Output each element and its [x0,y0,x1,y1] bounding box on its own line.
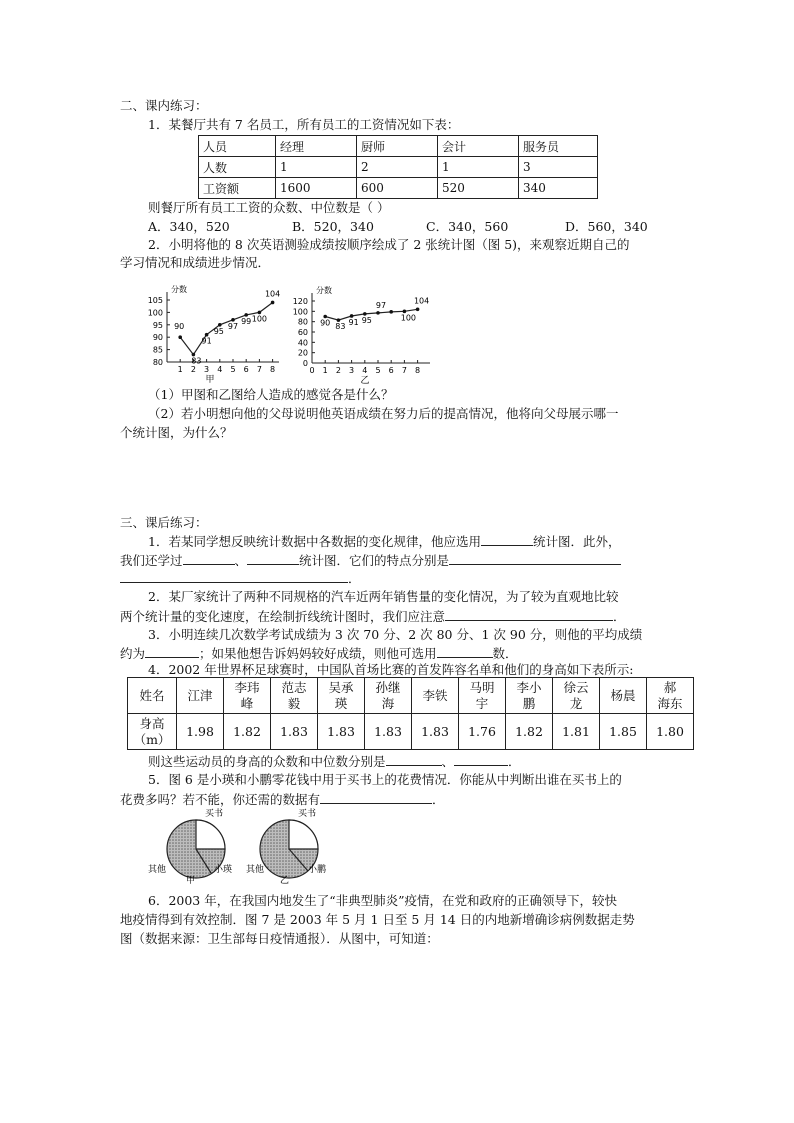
s3-q3-line1: 3．小明连续几次数学考试成绩为 3 次 70 分、2 次 80 分、1 次 90 分，则他的平均成绩 [148,627,643,642]
chart-caption: 乙 [360,376,370,386]
table-cell: 工资额 [199,178,276,199]
table-row [199,178,598,199]
table-cell: 经理 [276,136,357,157]
table-cell: 服务员 [519,136,598,157]
x-tick-label: 5 [230,365,236,374]
table-cell: 1.83 [318,714,365,750]
cell-text: 龙 [569,695,583,711]
q1-option-d: D．560，340 [565,219,648,234]
table-cell: 1.82 [506,714,553,750]
data-label: 91 [201,336,212,346]
line-chart-yi [290,278,440,388]
data-label: 90 [320,318,331,328]
cell-text: 吴承 [328,679,354,695]
s3-q1-text: ． [348,571,361,586]
table-row [128,714,694,750]
answer-blank[interactable] [386,753,442,766]
y-tick-label: 90 [152,333,163,343]
cell-text: 范志 [281,679,307,695]
table-cell: 1.83 [271,714,318,750]
table-row [199,157,598,178]
x-tick-label: 8 [415,366,421,375]
x-tick-label: 1 [322,366,328,375]
q1-stem: 1．某餐厅共有 7 名员工，所有员工的工资情况如下表： [148,117,460,132]
pie-slice-books [289,820,318,849]
table-cell [271,678,318,714]
q1-option-b: B．520，340 [292,219,374,234]
y-tick-label: 100 [292,307,308,317]
table-cell: 1.98 [177,714,224,750]
answer-blank[interactable] [437,645,493,658]
s3-q3-text: 数． [492,646,518,661]
table-cell [128,678,177,714]
s3-q2-text: ． [613,609,626,624]
x-tick-label: 3 [204,365,210,374]
s3-q3-text: 约为 [120,646,146,661]
series-line [180,303,272,355]
cell-text: 身高 [139,715,165,731]
data-label: 104 [264,289,281,299]
table-cell [128,714,177,750]
x-tick-label: 7 [256,365,262,374]
data-label: 104 [413,296,430,306]
salary-table [198,135,598,199]
table-cell [318,678,365,714]
s3-q1-text: 我们还学过 [120,553,183,568]
data-label: 95 [213,326,224,336]
table-cell [647,678,694,714]
data-label: 99 [241,316,252,326]
data-label: 83 [191,356,202,366]
x-tick-label: 4 [362,366,368,375]
y-tick-label: 80 [297,317,308,327]
q2-sub1: （1）甲图和乙图给人造成的感觉各是什么？ [148,387,394,402]
s3-q2-text: 两个统计量的变化速度，在绘制折线统计图时，我们应注意 [120,609,446,624]
x-tick-label: 2 [335,366,341,375]
line-chart-jia [135,280,285,388]
table-cell [177,678,224,714]
s3-q4-stem: 4．2002 年世界杯足球赛时，中国队首场比赛的首发阵容名单和他们的身高如下表所示: [148,662,634,677]
data-label: 95 [361,315,372,325]
s3-q5-text: ． [432,792,445,807]
s3-q6-line3: 图（数据来源：卫生部每日疫情通报）．从图中，可知道： [120,931,439,946]
x-tick-label: 0 [309,366,315,375]
s3-q3-line2 [120,645,518,662]
table-cell: 1.82 [224,714,271,750]
cell-text: （m） [133,731,171,747]
y-axis-label: 分数 [171,285,187,294]
pie-slice-books [196,820,225,849]
q1-option-c: C．340，560 [426,219,509,234]
answer-blank[interactable] [145,645,199,658]
q2-stem-line2: 学习情况和成绩进步情况． [120,255,271,270]
q1-option-a: A．340，520 [148,219,230,234]
cell-text: 姓名 [139,687,165,703]
x-tick-label: 3 [349,366,355,375]
table-cell: 会计 [438,136,519,157]
table-cell: 1.83 [365,714,412,750]
y-tick-label: 105 [147,296,163,305]
s3-q1-text: 1．若某同学想反映统计数据中各数据的变化规律，他应选用 [148,534,481,549]
pie-caption: 乙 [280,876,290,884]
table-cell [224,678,271,714]
cell-text: 瑛 [334,695,348,711]
s3-q4-text: 、 [441,754,455,769]
s3-q1-line1 [148,533,620,550]
q1-question: 则餐厅所有员工工资的众数、中位数是（ ） [148,200,390,215]
cell-text: 李小 [516,679,542,695]
x-tick-label: 6 [388,366,394,375]
data-point [376,311,380,315]
y-tick-label: 60 [297,328,308,337]
x-tick-label: 6 [243,365,249,374]
q2-sub2-line2: 个统计图，为什么？ [120,425,233,440]
cell-text: 李玮 [234,679,260,695]
cell-text: 峰 [240,695,254,711]
data-label: 83 [335,322,346,332]
pie-chart-jia [148,806,248,884]
s3-q6-line1: 6．2003 年，在我国内地发生了“非典型肺炎”疫情，在党和政府的正确领导下，较快 [148,893,618,908]
data-label: 97 [375,300,387,310]
answer-blank[interactable] [481,533,533,546]
s3-q1-text: 、 [234,553,248,568]
pie-label: 小鹏 [308,865,327,875]
data-label: 100 [251,314,268,324]
y-axis-label: 分数 [316,286,332,295]
y-tick-label: 0 [302,359,308,368]
s3-q1-line3 [120,570,361,587]
cell-text: 郝 [663,679,677,695]
pie-chart-yi [246,806,346,884]
data-label: 90 [174,322,185,332]
cell-text: 江津 [187,687,213,703]
pie-label: 其他 [148,865,167,875]
s3-q2-line1: 2．某厂家统计了两种不同规格的汽车近两年销售量的变化情况，为了较为直观地比较 [148,589,619,604]
s3-q5-line1: 5．图 6 是小瑛和小鹏零花钱中用于买书上的花费情况．你能从中判断出谁在买书上的 [148,772,622,787]
chart-caption: 甲 [205,375,215,385]
y-tick-label: 85 [152,345,163,355]
table-cell: 人数 [199,157,276,178]
pie-label: 其他 [246,865,265,875]
table-cell: 1 [438,157,519,178]
s3-q1-text: 统计图．它们的特点分别是 [299,553,450,568]
x-tick-label: 4 [217,365,223,374]
section2-title: 二、课内练习： [120,98,208,113]
answer-blank[interactable] [120,570,348,583]
table-cell: 1.80 [647,714,694,750]
table-cell: 340 [519,178,598,199]
y-tick-label: 120 [292,297,308,306]
data-point [416,307,420,311]
table-cell: 600 [357,178,438,199]
cell-text: 海 [381,695,395,711]
y-tick-label: 100 [147,308,163,318]
cell-text: 毅 [287,695,301,711]
cell-text: 鹏 [522,695,536,711]
cell-text: 李铁 [422,687,448,703]
cell-text: 杨晨 [610,687,636,703]
cell-text: 徐云 [563,679,589,695]
s3-q3-text: ；如果他想告诉妈妈较好成绩，则他可选用 [199,646,437,661]
cell-text: 马明 [469,679,495,695]
table-cell: 1600 [276,178,357,199]
cell-text: 孙继 [375,679,401,695]
y-tick-label: 80 [152,358,163,367]
table-cell [412,678,459,714]
table-cell: 1 [276,157,357,178]
pie-label: 小瑛 [214,865,233,875]
s3-q2-line2 [120,608,626,625]
s3-q6-line2: 地疫情得到有效控制．图 7 是 2003 年 5 月 1 日至 5 月 14 日的内地新增确诊病例数据走势 [120,912,635,927]
cell-text: 宇 [475,695,489,711]
data-label: 91 [348,317,359,327]
data-label: 97 [227,321,239,331]
y-tick-label: 20 [297,348,308,358]
answer-blank[interactable] [183,552,235,565]
table-cell [365,678,412,714]
q2-stem-line1: 2．小明将他的 8 次英语测验成绩按顺序绘成了 2 张统计图（图 5)，来观察近期自己的 [148,237,630,252]
x-tick-label: 7 [401,366,407,375]
x-tick-label: 8 [270,365,276,374]
table-cell: 1.76 [459,714,506,750]
s3-q4-after [148,753,521,770]
data-point [178,335,182,339]
table-cell: 2 [357,157,438,178]
data-label: 100 [400,313,417,323]
table-cell: 520 [438,178,519,199]
data-point [389,310,393,314]
table-cell: 1.81 [553,714,600,750]
q2-sub2-line1: （2）若小明想向他的父母说明他英语成绩在努力后的提高情况，他将向父母展示哪一 [148,406,619,421]
y-tick-label: 40 [297,338,308,348]
answer-blank[interactable] [247,552,299,565]
table-cell: 1.83 [412,714,459,750]
answer-blank[interactable] [454,753,508,766]
table-cell: 厨师 [357,136,438,157]
table-cell [506,678,553,714]
table-cell [553,678,600,714]
answer-blank[interactable] [445,608,613,621]
table-cell: 1.85 [600,714,647,750]
cell-text: 海东 [657,695,683,711]
data-point [271,301,275,305]
s3-q4-text: 则这些运动员的身高的众数和中位数分别是 [148,754,386,769]
x-tick-label: 2 [190,365,196,374]
table-row [199,136,598,157]
y-tick-label: 95 [152,320,163,330]
table-cell [600,678,647,714]
s3-q5-text: 花费多吗？若不能，你还需的数据有 [120,792,321,807]
s3-q4-text: ． [508,754,521,769]
height-table [127,677,694,750]
table-cell: 人员 [199,136,276,157]
table-cell: 3 [519,157,598,178]
x-tick-label: 1 [177,365,183,374]
x-tick-label: 5 [375,366,381,375]
pie-caption: 甲 [186,876,196,884]
table-row [128,678,694,714]
pie-label: 买书 [298,809,317,819]
table-cell [459,678,506,714]
section3-title: 三、课后练习： [120,515,208,530]
answer-blank[interactable] [449,552,621,565]
s3-q1-line2 [120,552,621,569]
answer-blank[interactable] [320,791,432,804]
s3-q1-text: 统计图．此外， [532,534,621,549]
pie-label: 买书 [205,809,224,819]
